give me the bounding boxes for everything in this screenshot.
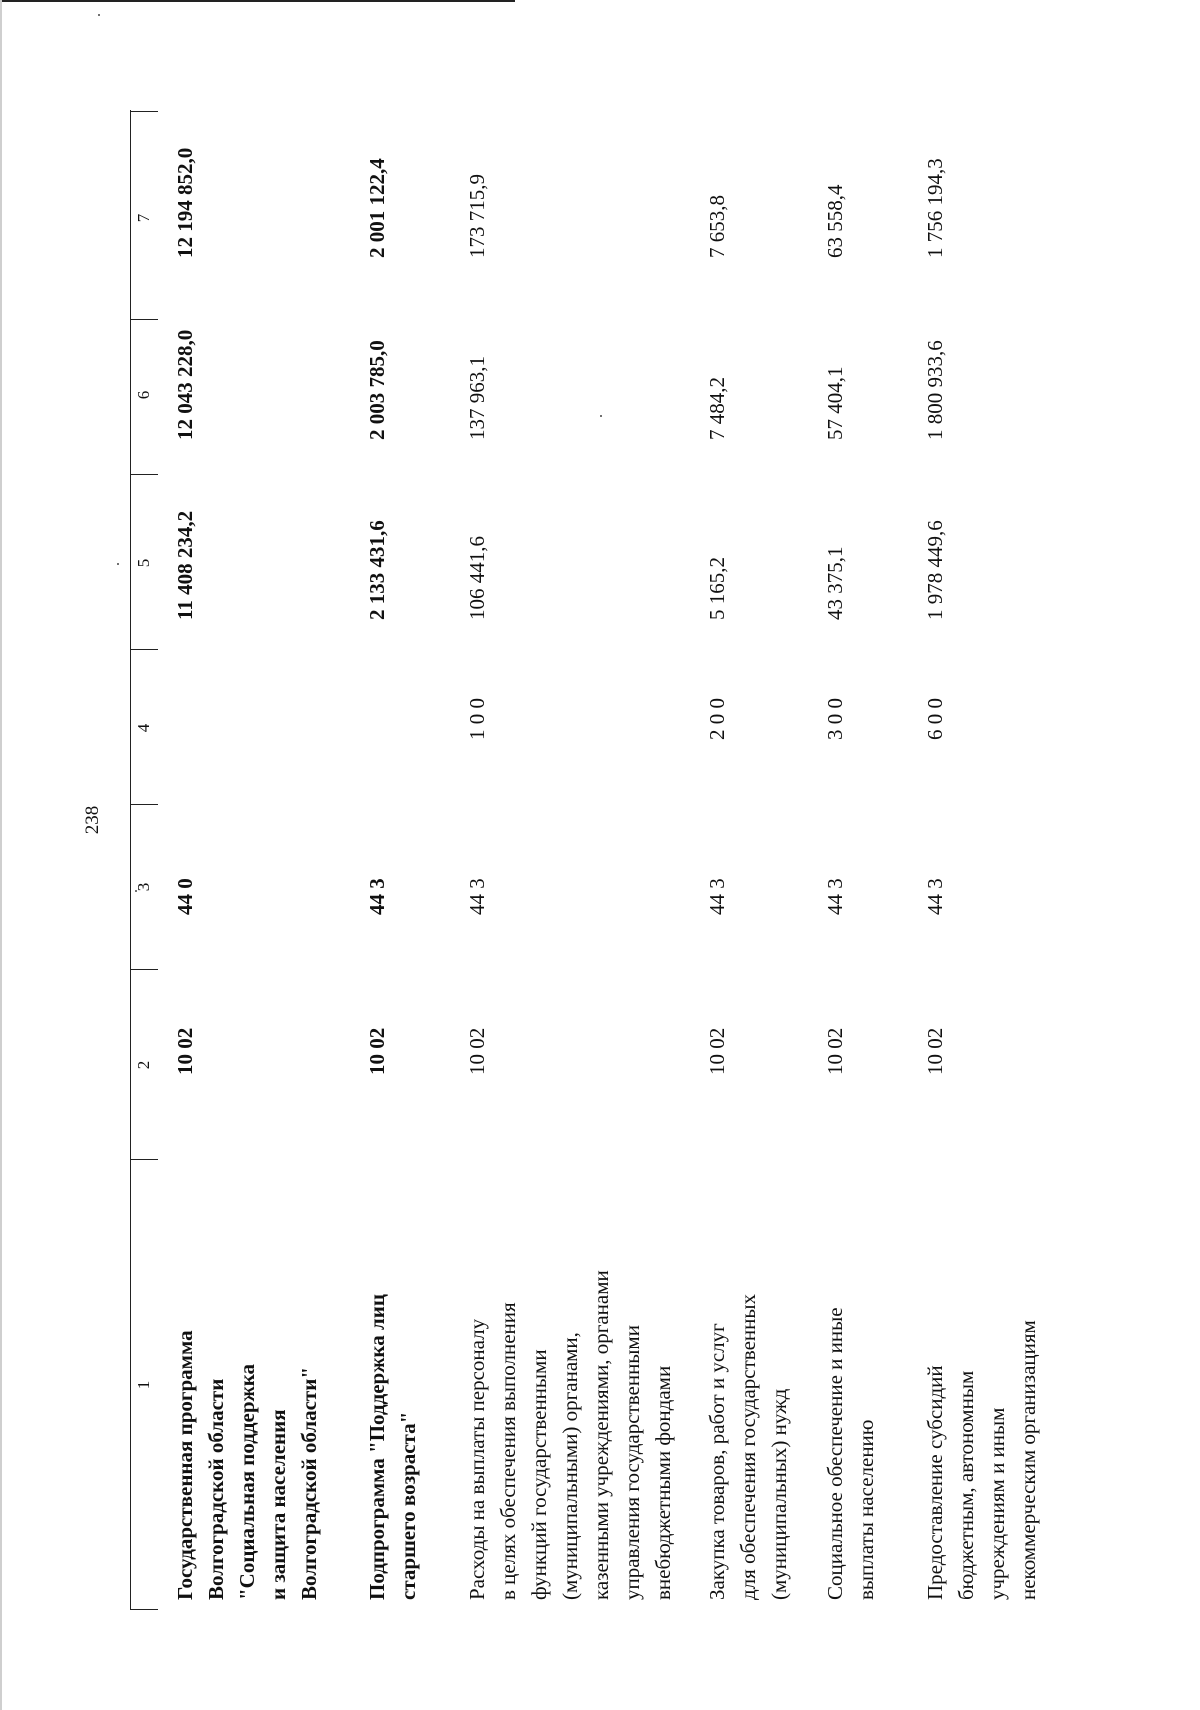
page-number: 238 [82, 805, 103, 835]
col-header-5: 5 [134, 558, 153, 568]
cell-col-7: 63 558,4 [823, 184, 847, 258]
cell-col-7: 7 653,8 [705, 195, 729, 258]
description-line: Предоставление субсидий [923, 1365, 947, 1600]
description-line: выплаты населению [854, 1419, 878, 1600]
description-line: Волгоградской области" [297, 1366, 321, 1600]
col-separator [130, 474, 158, 475]
col-separator [130, 111, 158, 112]
description-line: в целях обеспечения выполнения [496, 1302, 520, 1600]
description-line: Расходы на выплаты персоналу [465, 1318, 489, 1600]
col-header-6: 6 [134, 390, 153, 400]
description-line: для обеспечения государственных [736, 1294, 760, 1600]
cell-col-5: 43 375,1 [823, 546, 847, 620]
cell-col-7: 1 756 194,3 [923, 158, 947, 258]
cell-col-6: 137 963,1 [465, 356, 489, 440]
cell-col-5: 11 408 234,2 [173, 510, 197, 620]
col-separator [130, 804, 158, 805]
cell-col-2: 10 02 [465, 1027, 489, 1075]
cell-col-6: 2 003 785,0 [365, 340, 389, 440]
cell-col-6: 57 404,1 [823, 366, 847, 440]
cell-col-3: 44 3 [923, 878, 947, 915]
scan-left-edge [0, 0, 2, 1710]
cell-col-3: 44 3 [705, 878, 729, 915]
cell-col-2: 10 02 [923, 1027, 947, 1075]
row-description [170, 1190, 325, 1600]
description-line: "Социальная поддержка [235, 1363, 259, 1600]
description-line: Государственная программа [173, 1330, 197, 1600]
description-line: внебюджетными фондами [651, 1365, 675, 1600]
description-line: казенными учреждениями, органами [589, 1270, 613, 1600]
description-line: бюджетным, автономным [954, 1370, 978, 1600]
description-line: Социальное обеспечение и иные [823, 1307, 847, 1600]
cell-col-7: 173 715,9 [465, 174, 489, 258]
description-line: некоммерческим организациям [1016, 1320, 1040, 1600]
description-line: Закупка товаров, работ и услуг [705, 1323, 729, 1600]
cell-col-2: 10 02 [823, 1027, 847, 1075]
col-header-7: 7 [134, 213, 153, 223]
col-separator [130, 1159, 158, 1160]
cell-col-4: 6 0 0 [923, 698, 947, 740]
row-description [702, 1190, 795, 1600]
cell-col-5: 1 978 449,6 [923, 520, 947, 620]
cell-col-2: 10 02 [173, 1027, 197, 1075]
description-line: учреждениям и иным [985, 1407, 1009, 1600]
cell-col-3: 44 3 [365, 878, 389, 915]
col-separator [130, 319, 158, 320]
cell-col-7: 2 001 122,4 [365, 158, 389, 258]
cell-col-2: 10 02 [705, 1027, 729, 1075]
description-line: Волгоградской области [204, 1378, 228, 1600]
row-description [920, 1190, 1044, 1600]
row-description [462, 1190, 679, 1600]
row-description [362, 1190, 424, 1600]
col-separator [130, 1609, 158, 1610]
scan-edge-line [0, 0, 515, 2]
cell-col-4: 1 0 0 [465, 698, 489, 740]
row-description [820, 1190, 882, 1600]
cell-col-5: 106 441,6 [465, 536, 489, 620]
cell-col-7: 12 194 852,0 [173, 147, 197, 258]
col-header-4: 4 [134, 723, 153, 733]
cell-col-3: 44 0 [173, 878, 197, 915]
scan-speck [98, 14, 100, 16]
description-line: (муниципальными) органами, [558, 1332, 582, 1600]
header-rule [130, 110, 131, 1610]
col-header-2: 2 [134, 1060, 153, 1070]
cell-col-5: 5 165,2 [705, 557, 729, 620]
col-header-3: 3 [134, 882, 153, 892]
scan-speck [117, 563, 119, 565]
description-line: старшего возраста" [396, 1411, 420, 1600]
cell-col-5: 2 133 431,6 [365, 520, 389, 620]
description-line: и защита населения [266, 1409, 290, 1600]
description-line: управления государственными [620, 1325, 644, 1600]
cell-col-3: 44 3 [823, 878, 847, 915]
rotated-page [82, 100, 1050, 1620]
cell-col-6: 12 043 228,0 [173, 329, 197, 440]
cell-col-4: 3 0 0 [823, 698, 847, 740]
description-line: Подпрограмма "Поддержка лиц [365, 1294, 389, 1600]
cell-col-4: 2 0 0 [705, 698, 729, 740]
description-line: функций государственными [527, 1349, 551, 1600]
cell-col-6: 1 800 933,6 [923, 340, 947, 440]
col-header-1: 1 [134, 1380, 153, 1390]
cell-col-2: 10 02 [365, 1027, 389, 1075]
col-separator [130, 649, 158, 650]
col-separator [130, 969, 158, 970]
cell-col-3: 44 3 [465, 878, 489, 915]
cell-col-6: 7 484,2 [705, 377, 729, 440]
description-line: (муниципальных) нужд [767, 1388, 791, 1600]
